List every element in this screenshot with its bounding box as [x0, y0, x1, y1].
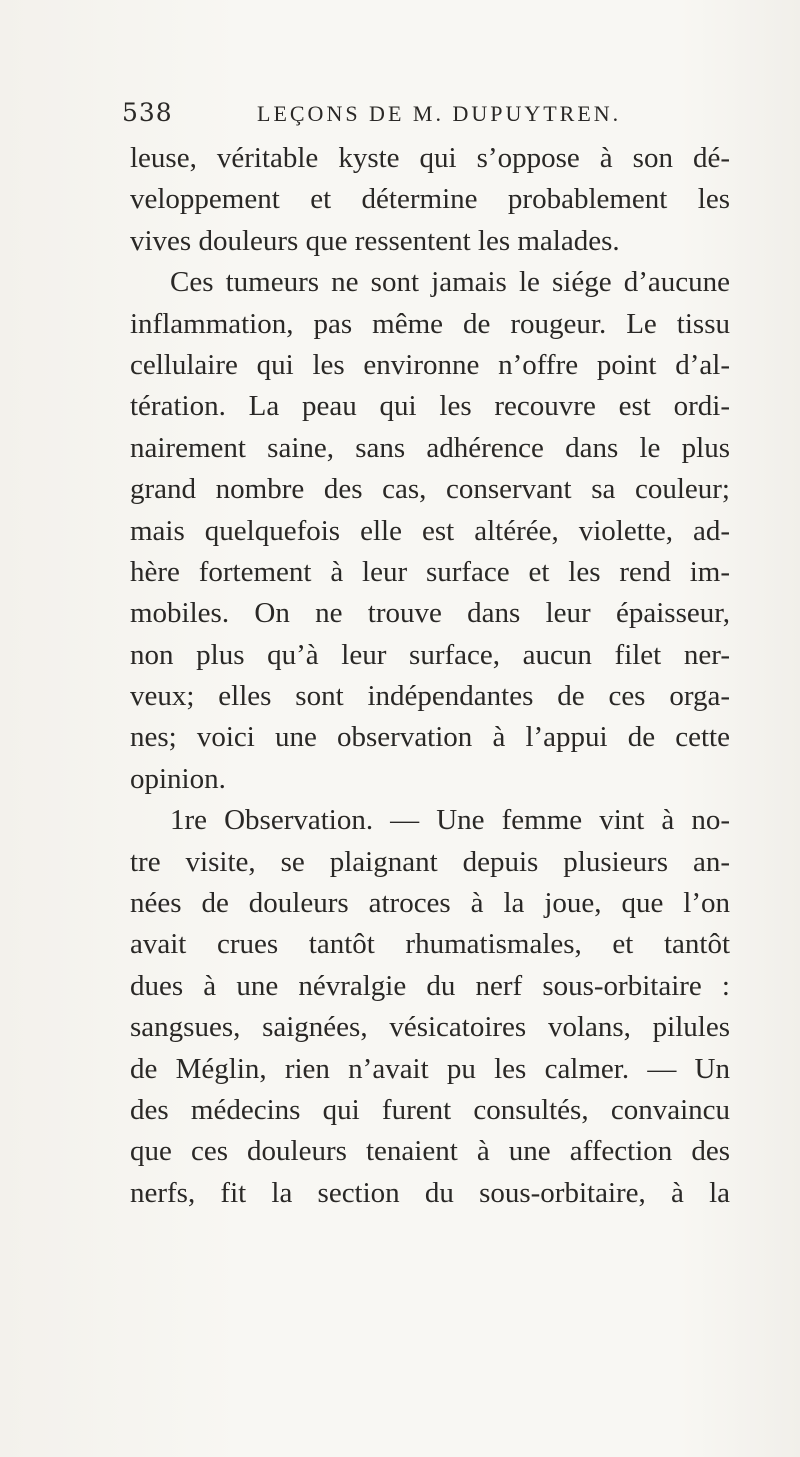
text-line: opinion. [130, 762, 226, 795]
text-line: grand nombre des cas, conservant sa couleur; [130, 473, 730, 506]
text-line: nerfs, fit la section du sous-orbitaire, à la [130, 1176, 730, 1209]
text-line: veux; elles sont indépendantes de ces orga- [130, 680, 730, 713]
text-line: sangsues, saignées, vésicatoires volans, pilules [130, 1011, 730, 1044]
text-line: mobiles. On ne trouve dans leur épaisseur, [130, 597, 730, 630]
page-number: 538 [122, 98, 173, 127]
text-line: vives douleurs que ressentent les malades. [130, 224, 620, 257]
text-line: des médecins qui furent consultés, convaincu [130, 1093, 730, 1126]
text-line: Ces tumeurs ne sont jamais le siége d’aucune [170, 266, 730, 299]
text-line: inflammation, pas même de rougeur. Le tissu [130, 307, 730, 340]
text-line: tération. La peau qui les recouvre est ordi- [130, 390, 730, 423]
body-text [130, 138, 730, 1214]
text-line: leuse, véritable kyste qui s’oppose à son dé- [130, 142, 730, 174]
text-line: 1re Observation. — Une femme vint à no- [170, 804, 730, 837]
text-line: nées de douleurs atroces à la joue, que l’on [130, 887, 730, 920]
text-line: nes; voici une observation à l’appui de cette [130, 721, 730, 754]
text-line: que ces douleurs tenaient à une affection des [130, 1135, 730, 1168]
text-line: veloppement et détermine probablement les [130, 183, 730, 216]
text-line: hère fortement à leur surface et les rend im- [130, 555, 730, 588]
text-line: non plus qu’à leur surface, aucun filet ner- [130, 638, 730, 671]
text-line: avait crues tantôt rhumatismales, et tantôt [130, 928, 730, 961]
text-line: tre visite, se plaignant depuis plusieurs an- [130, 845, 730, 878]
text-line: nairement saine, sans adhérence dans le plus [130, 431, 730, 464]
text-line: dues à une névralgie du nerf sous-orbitaire : [130, 969, 730, 1002]
text-line: de Méglin, rien n’avait pu les calmer. — Un [130, 1052, 730, 1085]
page-header [122, 98, 722, 134]
running-title: LEÇONS DE M. DUPUYTREN. [257, 101, 622, 126]
text-line: mais quelquefois elle est altérée, violette, ad- [130, 514, 730, 547]
text-line: cellulaire qui les environne n’offre point d’al- [130, 348, 730, 381]
